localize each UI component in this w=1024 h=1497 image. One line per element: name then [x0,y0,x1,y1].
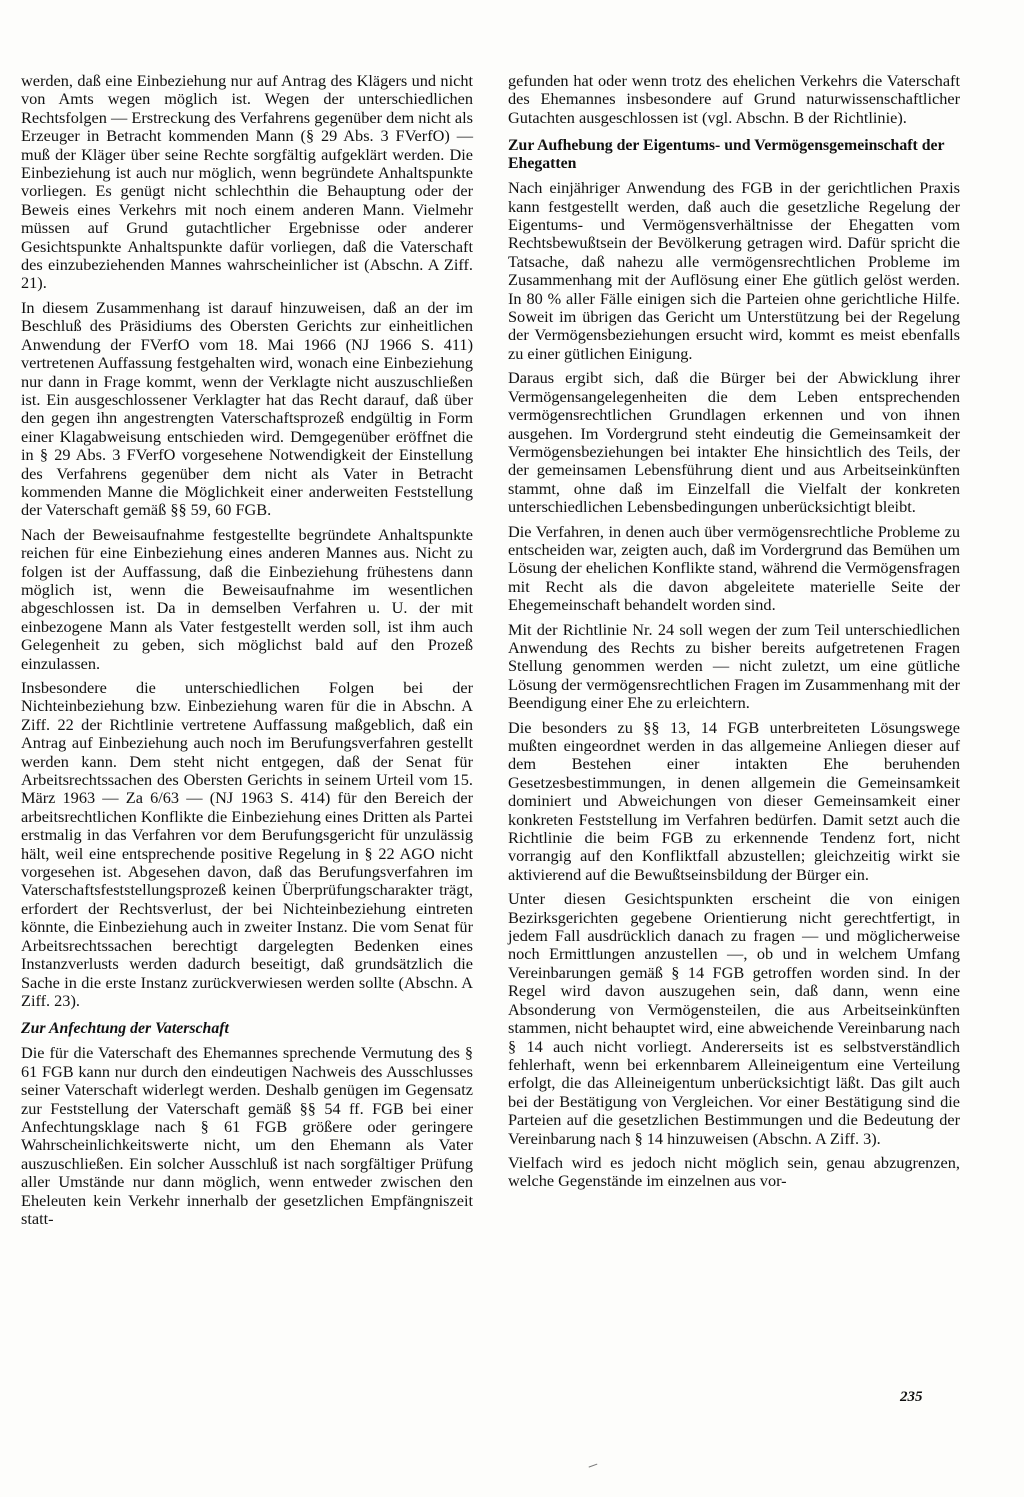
paragraph: Nach einjähriger Anwendung des FGB in der gerichtlichen Praxis kann festgestellt werden, daß auch die gesetzliche Regelung der Eigentums- und Vermögensverhältnisse der Ehegatten vom Rechtsbewußtsein der Bevölkerung getragen wird. Dafür spricht die Tatsache, daß nahezu alle vermögensrechtlichen Probleme im Zusammenhang mit der Auflösung einer Ehe gütlich gelöst werden. In 80 % aller Fälle einigen sich die Parteien ohne gerichtliche Hilfe. Soweit im übrigen das Gericht um Unterstützung bei der Regelung der Vermögensbeziehungen ersucht wird, kommt es meist ebenfalls zu einer gütlichen Einigung. [508,178,960,363]
right-column [508,72,960,1197]
paragraph: Daraus ergibt sich, daß die Bürger bei der Abwicklung ihrer Vermögensangelegenheiten die dem Leben entsprechenden vermögensrechtlichen Grundlagen erkennen und von ihnen ausgehen. Im Vordergrund steht eindeutig die Gemeinsamkeit der Vermögensbeziehungen bei intakter Ehe hinsichtlich des Teils, der der gemeinsamen Lebensführung dient und aus Arbeitseinkünften stammt, ohne daß im Einzelfall die Vielfalt der konkreten unterschiedlichen Lebensbedingungen unberücksichtigt bleibt. [508,368,960,517]
section-heading: Zur Aufhebung der Eigentums- und Vermögensgemeinschaft der Ehegatten [508,137,945,173]
paragraph: Vielfach wird es jedoch nicht möglich sein, genau abzugrenzen, welche Gegenstände im einzelnen aus vor- [508,1152,960,1191]
paragraph: Insbesondere die unterschiedlichen Folgen bei der Nichteinbeziehung bzw. Einbeziehung waren für die in Abschn. A Ziff. 22 der Richtlinie vertretene Auffassung maßgeblich, daß ein Antrag auf Einbeziehung auch noch im Berufungsverfahren gestellt werden kann. Dem steht nicht entgegen, daß der Senat für Arbeitsrechtssachen des Obersten Gerichts in seinem Urteil vom 15. März 1963 — Za 6/63 — (NJ 1963 S. 414) für den Bereich der arbeitsrechtlichen Konflikte die Einbeziehung eines Dritten als Partei erstmalig in das Verfahren vor dem Berufungsgericht für unzulässig hält, weil eine entsprechende positive Regelung in § 22 AGO nicht vorgesehen ist. Abgesehen davon, daß das Berufungsverfahren im Vaterschaftsfeststellungsprozeß keinen Überprüfungscharakter trägt, erfordert der Rechtsverlust, der bei Nichteinbeziehung eintreten könnte, die Einbeziehung auch in zweiter Instanz. Die vom Senat für Arbeitsrechtssachen berechtigt dargelegten Bedenken eines Instanzverlusts werden dadurch beseitigt, daß grundsätzlich die Sache in die erste Instanz zurückverwiesen werden sollte (Abschn. A Ziff. 23). [21,678,473,1010]
paragraph: Die besonders zu §§ 13, 14 FGB unterbreiteten Lösungswege mußten eingeordnet werden in das allgemeine Anliegen dieser auf dem Bestehen einer intakten Ehe beruhenden Gesetzesbestimmungen, in denen allgemein die Gemeinsamkeit dominiert und Abweichungen von dieser Gemeinsamkeit einer konkreten Feststellung im Verfahren bedürfen. Damit setzt auch die Richtlinie die beim FGB zu erkennende Tendenz fort, nicht vorrangig auf den Konfliktfall abzustellen; gleichzeitig wirkt sie aktivierend auf die Bewußtseinsbildung der Bürger ein. [508,717,960,884]
section-heading: Zur Anfechtung der Vaterschaft [21,1020,229,1038]
left-column [21,72,473,1234]
paragraph: Die Verfahren, in denen auch über vermögensrechtliche Probleme zu entscheiden war, zeigten auch, daß im Vordergrund das Bemühen um Lösung der ehelichen Konflikte stand, während die Vermögensfragen mit Recht als die davon abgeleitete materielle Seite der Ehegemeinschaft behandelt worden sind. [508,521,960,615]
paragraph: Die für die Vaterschaft des Ehemannes sprechende Vermutung des § 61 FGB kann nur durch den eindeutigen Nachweis des Ausschlusses seiner Vaterschaft widerlegt werden. Deshalb genügen im Gegensatz zur Feststellung der Vaterschaft gemäß §§ 54 ff. FGB bei einer Anfechtungsklage nach § 61 FGB größere oder geringere Wahrscheinlichkeitswerte nicht, um den Ehemann als Vater auszuschließen. Ein solcher Ausschluß ist nach sorgfältiger Prüfung aller Umstände nur dann möglich, wenn entweder zwischen den Eheleuten kein Verkehr innerhalb der gesetzlichen Empfängniszeit statt- [21,1043,473,1228]
scan-mark [589,1464,599,1471]
paragraph: In diesem Zusammenhang ist darauf hinzuweisen, daß an der im Beschluß des Präsidiums des Obersten Gerichts zur einheitlichen Anwendung der FVerfO vom 18. Mai 1966 (NJ 1966 S. 411) vertretenen Auffassung festgehalten wird, wonach eine Einbeziehung nur dann in Frage kommt, wenn der Verklagte nicht auszuschließen ist. Ein ausgeschlossener Verklagter hat das Recht darauf, daß über den gegen ihn angestrengten Vaterschaftsprozeß endgültig in Form einer Klagabweisung entschieden wird. Demgegenüber eröffnet die in § 29 Abs. 3 FVerfO vorgesehene Notwendigkeit der Einstellung des Verfahrens gegenüber dem nicht als Vater in Betracht kommenden Manne die Möglichkeit einer anderweiten Feststellung der Vaterschaft gemäß §§ 59, 60 FGB. [21,297,473,520]
page-number: 235 [900,1389,923,1405]
paragraph: gefunden hat oder wenn trotz des ehelichen Verkehrs die Vaterschaft des Ehemannes insbesondere auf Grund naturwissenschaftlicher Gutachten ausgeschlossen ist (vgl. Abschn. B der Richtlinie). [508,71,960,127]
paragraph: Mit der Richtlinie Nr. 24 soll wegen der zum Teil unterschiedlichen Anwendung des Rechts zu bisher bereits aufgetretenen Fragen Stellung genommen werden — nicht zuletzt, um eine gütliche Lösung der vermögensrechtlichen Fragen im Zusammenhang mit der Beendigung einer Ehe zu erleichtern. [508,619,960,713]
paragraph: werden, daß eine Einbeziehung nur auf Antrag des Klägers und nicht von Amts wegen möglich ist. Wegen der unterschiedlichen Rechtsfolgen — Erstreckung des Verfahrens gegenüber dem nicht als Erzeuger in Betracht kommenden Mann (§ 29 Abs. 3 FVerfO) — muß der Kläger über seine Rechte sorgfältig aufgeklärt werden. Die Einbeziehung ist auch nur möglich, wenn begründete Anhaltspunkte vorliegen. Es genügt nicht schlechthin die Behauptung oder der Beweis eines Verkehrs mit noch einem anderen Mann. Vielmehr müssen auf Grund gutachtlicher Ergebnisse oder anderer Gesichtspunkte Anhaltspunkte dafür vorliegen, daß die Vaterschaft des einzubeziehenden Mannes wahrscheinlicher ist (Abschn. A Ziff. 21). [21,71,473,293]
paragraph: Unter diesen Gesichtspunkten erscheint die von einigen Bezirksgerichten gegebene Orientierung nicht gerechtfertigt, in jedem Fall ausdrücklich danach zu fragen — und möglicherweise noch Ermittlungen anzustellen —, ob und in welchem Umfang Vereinbarungen gemäß § 14 FGB getroffen worden sind. In der Regel wird davon auszugehen sein, daß dann, wenn eine Absonderung von Vermögensteilen, die aus Arbeitseinkünften stammen, nicht behauptet wird, eine abweichende Vereinbarung nach § 14 auch nicht vorliegt. Andererseits ist es selbstverständlich fehlerhaft, wenn bei erkennbarem Alleineigentum eine Verteilung erfolgt, die das Alleineigentum unberücksichtigt läßt. Das gilt auch bei der Bestätigung von Vergleichen. Vor einer Bestätigung sind die Parteien auf die gesetzlichen Bestimmungen und die Bedeutung der Vereinbarung nach § 14 hinzuweisen (Abschn. A Ziff. 3). [508,889,960,1148]
paragraph: Nach der Beweisaufnahme festgestellte begründete Anhaltspunkte reichen für eine Einbeziehung eines anderen Mannes aus. Nicht zu folgen ist der Auffassung, daß die Einbeziehung frühestens dann möglich ist, wenn die Beweisaufnahme im wesentlichen abgeschlossen ist. Da in demselben Verfahren u. U. der mit einbezogene Mann als Vater festgestellt werden soll, ist ihm auch Gelegenheit zu geben, sich möglichst bald auf den Prozeß einzulassen. [21,524,473,673]
